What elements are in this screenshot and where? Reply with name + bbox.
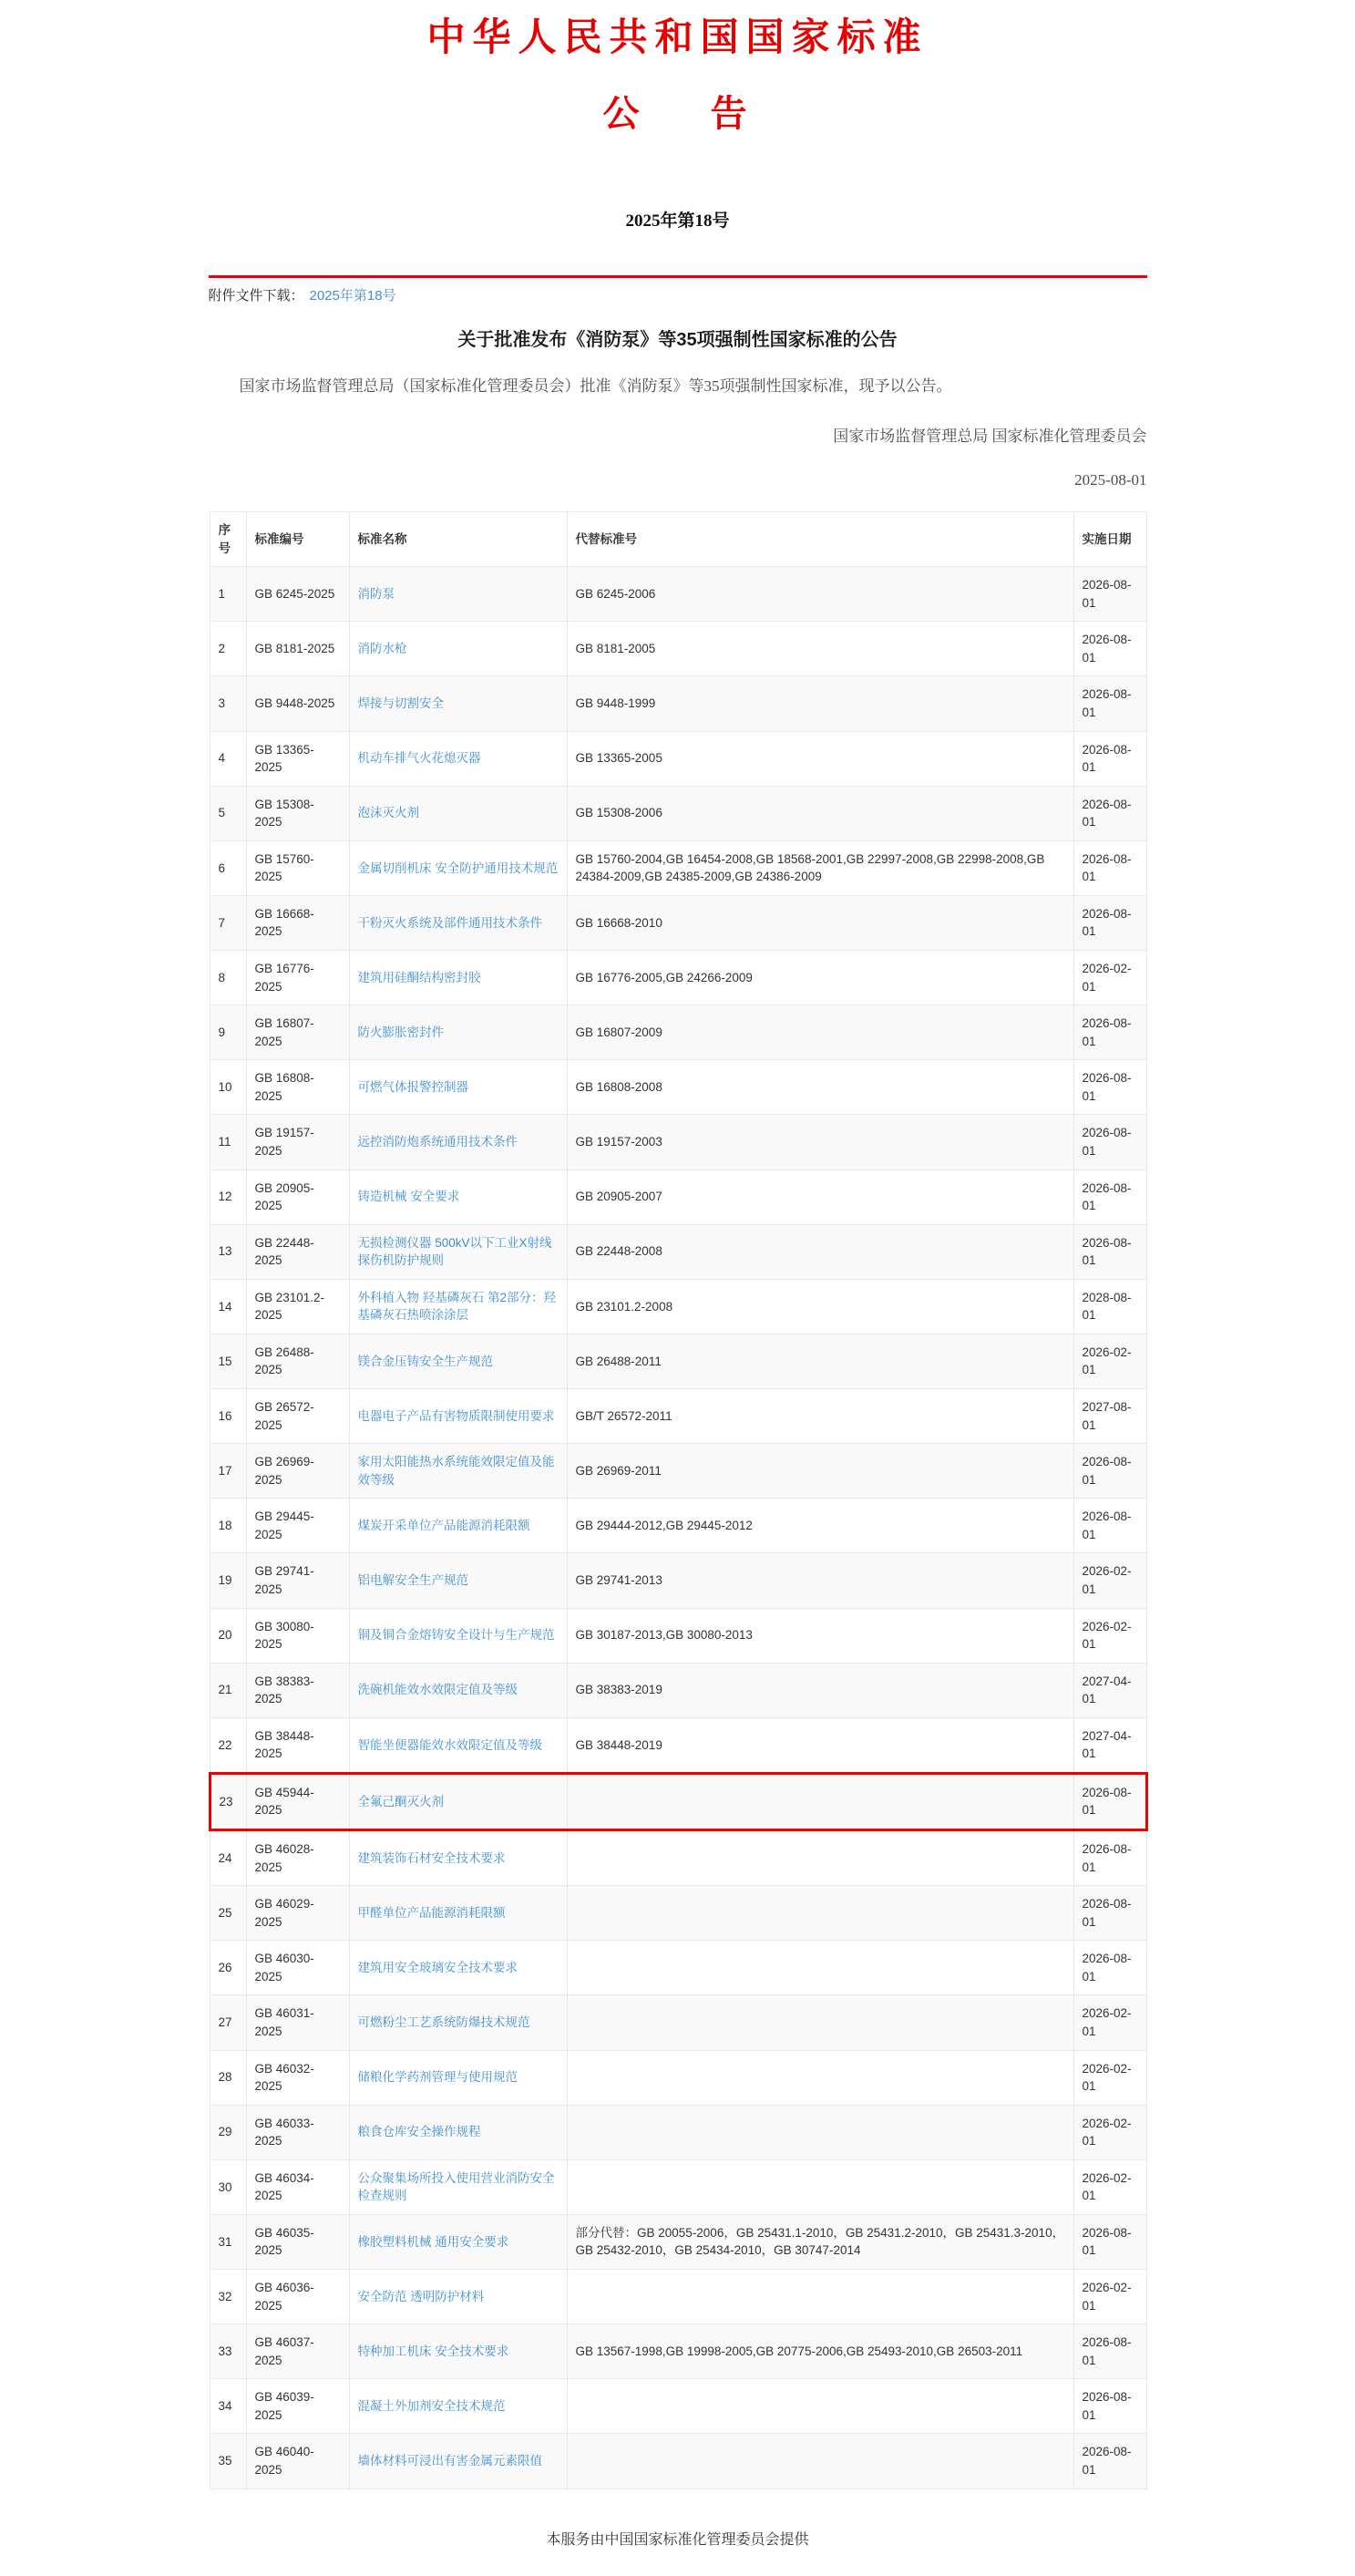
standard-name-cell — [349, 731, 567, 786]
standard-name-link[interactable]: 混凝土外加剂安全技术规范 — [357, 2399, 506, 2414]
implementation-date-cell: 2026-08-01 — [1073, 1830, 1146, 1886]
implementation-date-cell: 2026-02-01 — [1073, 1995, 1146, 2050]
implementation-date-cell: 2026-08-01 — [1073, 1060, 1146, 1115]
table-row — [210, 951, 1146, 1005]
standard-name-link[interactable]: 干粉灭火系统及部件通用技术条件 — [357, 915, 542, 930]
standard-name-cell — [349, 2105, 567, 2159]
standard-code-cell: GB 20905-2025 — [246, 1170, 349, 1224]
standard-name-cell — [349, 2270, 567, 2324]
implementation-date-cell: 2026-02-01 — [1073, 2270, 1146, 2324]
serial-cell: 21 — [210, 1663, 246, 1717]
standard-name-cell — [349, 1499, 567, 1553]
replaced-standards-cell — [567, 2434, 1073, 2488]
standard-name-cell — [349, 2050, 567, 2105]
replaced-standards-cell: GB 8181-2005 — [567, 622, 1073, 676]
implementation-date-cell: 2026-08-01 — [1073, 1886, 1146, 1941]
replaced-standards-cell: GB 38383-2019 — [567, 1663, 1073, 1717]
table-row — [210, 786, 1146, 840]
standard-name-link[interactable]: 甲醛单位产品能源消耗限额 — [357, 1905, 506, 1920]
replaced-standards-cell: GB 16808-2008 — [567, 1060, 1073, 1115]
standard-code-cell: GB 46029-2025 — [246, 1886, 349, 1941]
table-row — [210, 2270, 1146, 2324]
replaced-standards-cell: GB 9448-1999 — [567, 676, 1073, 731]
implementation-date-cell: 2026-08-01 — [1073, 1444, 1146, 1499]
replaced-standards-cell: 部分代替：GB 20055-2006，GB 25431.1-2010，GB 25431.2-2010，GB 25431.3-2010，GB 25432-2010，GB 25434-2010，GB 30747-2014 — [567, 2214, 1073, 2269]
standard-name-link[interactable]: 铝电解安全生产规范 — [357, 1573, 468, 1588]
standard-name-link[interactable]: 建筑用安全玻璃安全技术要求 — [357, 1961, 518, 1975]
standard-code-cell: GB 13365-2025 — [246, 731, 349, 786]
standard-code-cell: GB 45944-2025 — [246, 1773, 349, 1829]
replaced-standards-cell: GB 22448-2008 — [567, 1224, 1073, 1279]
standard-code-cell: GB 46039-2025 — [246, 2379, 349, 2434]
table-row — [210, 2434, 1146, 2488]
standard-name-cell — [349, 1334, 567, 1388]
replaced-standards-cell — [567, 1886, 1073, 1941]
implementation-date-cell: 2028-08-01 — [1073, 1279, 1146, 1334]
standard-name-cell — [349, 2214, 567, 2269]
serial-cell: 8 — [210, 951, 246, 1005]
implementation-date-cell: 2026-08-01 — [1073, 1170, 1146, 1224]
replaced-standards-cell — [567, 2270, 1073, 2324]
serial-cell: 7 — [210, 895, 246, 950]
table-row — [210, 731, 1146, 786]
standard-name-link[interactable]: 镁合金压铸安全生产规范 — [357, 1354, 493, 1368]
serial-cell: 34 — [210, 2379, 246, 2434]
column-header: 代替标准号 — [567, 512, 1073, 567]
standard-name-link[interactable]: 洗碗机能效水效限定值及等级 — [357, 1683, 518, 1697]
standard-name-cell — [349, 2159, 567, 2214]
serial-cell: 32 — [210, 2270, 246, 2324]
implementation-date-cell: 2027-04-01 — [1073, 1717, 1146, 1773]
table-row — [210, 1830, 1146, 1886]
replaced-standards-cell — [567, 1941, 1073, 1995]
standard-name-cell — [349, 622, 567, 676]
implementation-date-cell: 2026-08-01 — [1073, 1224, 1146, 1279]
standard-name-cell — [349, 1115, 567, 1170]
standard-code-cell: GB 16776-2025 — [246, 951, 349, 1005]
replaced-standards-cell — [567, 2105, 1073, 2159]
implementation-date-cell: 2026-08-01 — [1073, 676, 1146, 731]
table-row — [210, 1941, 1146, 1995]
implementation-date-cell: 2026-08-01 — [1073, 786, 1146, 840]
standard-code-cell: GB 16668-2025 — [246, 895, 349, 950]
replaced-standards-cell — [567, 1995, 1073, 2050]
implementation-date-cell: 2026-08-01 — [1073, 1005, 1146, 1060]
replaced-standards-cell: GB 16668-2010 — [567, 895, 1073, 950]
serial-cell: 17 — [210, 1444, 246, 1499]
implementation-date-cell: 2026-08-01 — [1073, 1115, 1146, 1170]
serial-cell: 15 — [210, 1334, 246, 1388]
serial-cell: 35 — [210, 2434, 246, 2488]
standard-name-cell — [349, 1553, 567, 1608]
serial-cell: 23 — [210, 1773, 246, 1829]
table-row — [210, 1115, 1146, 1170]
standard-code-cell: GB 46034-2025 — [246, 2159, 349, 2214]
implementation-date-cell: 2027-08-01 — [1073, 1389, 1146, 1444]
attachment-label: 附件文件下载： — [208, 287, 304, 304]
replaced-standards-cell — [567, 1773, 1073, 1829]
standard-code-cell: GB 30080-2025 — [246, 1608, 349, 1663]
table-row — [210, 1060, 1146, 1115]
column-header: 实施日期 — [1073, 512, 1146, 567]
standards-table-body — [210, 567, 1146, 2488]
table-row — [210, 1224, 1146, 1279]
standard-name-link[interactable]: 粮食仓库安全操作规程 — [357, 2125, 481, 2139]
standard-name-cell — [349, 1717, 567, 1773]
attachment-row — [209, 278, 1147, 310]
replaced-standards-cell: GB 30187-2013,GB 30080-2013 — [567, 1608, 1073, 1663]
serial-cell: 33 — [210, 2324, 246, 2379]
table-row — [210, 1170, 1146, 1224]
standard-name-cell — [349, 1279, 567, 1334]
table-row — [210, 2159, 1146, 2214]
serial-cell: 11 — [210, 1115, 246, 1170]
notice-title: 关于批准发布《消防泵》等35项强制性国家标准的公告 — [457, 329, 898, 350]
replaced-standards-cell: GB 16807-2009 — [567, 1005, 1073, 1060]
table-row — [210, 1995, 1146, 2050]
serial-cell: 4 — [210, 731, 246, 786]
serial-cell: 30 — [210, 2159, 246, 2214]
replaced-standards-cell: GB/T 26572-2011 — [567, 1389, 1073, 1444]
standards-table — [209, 511, 1148, 2489]
replaced-standards-cell: GB 38448-2019 — [567, 1717, 1073, 1773]
serial-cell: 2 — [210, 622, 246, 676]
standard-code-cell: GB 46033-2025 — [246, 2105, 349, 2159]
serial-cell: 26 — [210, 1941, 246, 1995]
standard-name-link[interactable]: 家用太阳能热水系统能效限定值及能效等级 — [357, 1455, 555, 1487]
replaced-standards-cell: GB 23101.2-2008 — [567, 1279, 1073, 1334]
standard-name-link[interactable]: 安全防范 透明防护材料 — [357, 2289, 485, 2303]
standard-name-link[interactable]: 泡沫灭火剂 — [357, 806, 419, 820]
table-row — [210, 1334, 1146, 1388]
implementation-date-cell: 2026-08-01 — [1073, 731, 1146, 786]
implementation-date-cell: 2026-08-01 — [1073, 1773, 1146, 1829]
serial-cell: 14 — [210, 1279, 246, 1334]
table-row — [210, 1389, 1146, 1444]
serial-cell: 29 — [210, 2105, 246, 2159]
issuing-agencies: 国家市场监督管理总局 国家标准化管理委员会 — [833, 428, 1147, 445]
replaced-standards-cell — [567, 2379, 1073, 2434]
standard-code-cell: GB 16808-2025 — [246, 1060, 349, 1115]
standard-code-cell: GB 23101.2-2025 — [246, 1279, 349, 1334]
standard-code-cell: GB 46031-2025 — [246, 1995, 349, 2050]
implementation-date-cell: 2027-04-01 — [1073, 1663, 1146, 1717]
standard-name-cell — [349, 1608, 567, 1663]
serial-cell: 24 — [210, 1830, 246, 1886]
implementation-date-cell: 2026-08-01 — [1073, 2434, 1146, 2488]
table-row — [210, 1663, 1146, 1717]
attachment-download-link[interactable]: 2025年第18号 — [309, 287, 396, 304]
standard-name-cell — [349, 951, 567, 1005]
replaced-standards-cell — [567, 2159, 1073, 2214]
implementation-date-cell: 2026-02-01 — [1073, 2159, 1146, 2214]
standard-name-cell — [349, 1663, 567, 1717]
table-row — [210, 2214, 1146, 2269]
standard-name-link[interactable]: 外科植入物 羟基磷灰石 第2部分：羟基磷灰石热喷涂涂层 — [357, 1290, 557, 1323]
replaced-standards-cell: GB 6245-2006 — [567, 567, 1073, 622]
standard-code-cell: GB 29445-2025 — [246, 1499, 349, 1553]
standard-name-link[interactable]: 无损检测仪器 500kV以下工业X射线探伤机防护规则 — [357, 1235, 552, 1268]
announcement-heading: 公 告 — [602, 92, 753, 134]
implementation-date-cell: 2026-08-01 — [1073, 2324, 1146, 2379]
replaced-standards-cell: GB 26969-2011 — [567, 1444, 1073, 1499]
serial-cell: 10 — [210, 1060, 246, 1115]
table-row — [210, 1773, 1146, 1829]
table-row — [210, 895, 1146, 950]
standard-name-link[interactable]: 铜及铜合金熔铸安全设计与生产规范 — [357, 1628, 555, 1643]
standard-name-cell — [349, 676, 567, 731]
standard-name-link[interactable]: 电器电子产品有害物质限制使用要求 — [357, 1408, 555, 1423]
replaced-standards-cell: GB 15760-2004,GB 16454-2008,GB 18568-2001,GB 22997-2008,GB 22998-2008,GB 24384-2009,GB 24385-2009,GB 24386-2009 — [567, 840, 1073, 895]
serial-cell: 12 — [210, 1170, 246, 1224]
serial-cell: 5 — [210, 786, 246, 840]
standard-code-cell: GB 38383-2025 — [246, 1663, 349, 1717]
replaced-standards-cell: GB 29444-2012,GB 29445-2012 — [567, 1499, 1073, 1553]
table-row — [210, 622, 1146, 676]
serial-cell: 19 — [210, 1553, 246, 1608]
replaced-standards-cell: GB 26488-2011 — [567, 1334, 1073, 1388]
standard-code-cell: GB 46040-2025 — [246, 2434, 349, 2488]
standard-name-link[interactable]: 煤炭开采单位产品能源消耗限额 — [357, 1519, 530, 1533]
implementation-date-cell: 2026-08-01 — [1073, 2379, 1146, 2434]
page-title: 中华人民共和国国家标准 — [426, 17, 929, 59]
standard-name-link[interactable]: 公众聚集场所投入使用营业消防安全检查规则 — [357, 2170, 555, 2203]
table-row — [210, 1717, 1146, 1773]
replaced-standards-cell: GB 15308-2006 — [567, 786, 1073, 840]
standard-name-cell — [349, 1830, 567, 1886]
standard-name-cell — [349, 1224, 567, 1279]
implementation-date-cell: 2026-08-01 — [1073, 567, 1146, 622]
standard-code-cell: GB 26969-2025 — [246, 1444, 349, 1499]
replaced-standards-cell: GB 16776-2005,GB 24266-2009 — [567, 951, 1073, 1005]
serial-cell: 9 — [210, 1005, 246, 1060]
serial-cell: 13 — [210, 1224, 246, 1279]
implementation-date-cell: 2026-02-01 — [1073, 2105, 1146, 2159]
implementation-date-cell: 2026-02-01 — [1073, 1334, 1146, 1388]
implementation-date-cell: 2026-02-01 — [1073, 1553, 1146, 1608]
standard-name-cell — [349, 1060, 567, 1115]
standard-name-cell — [349, 1886, 567, 1941]
standard-code-cell: GB 19157-2025 — [246, 1115, 349, 1170]
standard-name-link[interactable]: 铸造机械 安全要求 — [357, 1190, 460, 1204]
table-row — [210, 567, 1146, 622]
standard-name-link[interactable]: 机动车排气火花熄灭器 — [357, 751, 481, 766]
notice-body: 国家市场监督管理总局（国家标准化管理委员会）批准《消防泵》等35项强制性国家标准，现予以公告。 — [239, 376, 952, 395]
standard-code-cell: GB 46035-2025 — [246, 2214, 349, 2269]
replaced-standards-cell: GB 13365-2005 — [567, 731, 1073, 786]
table-row — [210, 2050, 1146, 2105]
serial-cell: 6 — [210, 840, 246, 895]
standard-name-link[interactable]: 可燃气体报警控制器 — [357, 1080, 468, 1095]
table-row — [210, 2105, 1146, 2159]
standard-code-cell: GB 38448-2025 — [246, 1717, 349, 1773]
standard-name-cell — [349, 1170, 567, 1224]
implementation-date-cell: 2026-08-01 — [1073, 1941, 1146, 1995]
serial-cell: 16 — [210, 1389, 246, 1444]
standard-code-cell: GB 15308-2025 — [246, 786, 349, 840]
table-row — [210, 1886, 1146, 1941]
replaced-standards-cell — [567, 1830, 1073, 1886]
footer-text: 本服务由中国国家标准化管理委员会提供 — [546, 2531, 809, 2548]
table-row — [210, 2324, 1146, 2379]
standard-name-link[interactable]: 建筑用硅酮结构密封胶 — [357, 970, 481, 984]
standard-code-cell: GB 46036-2025 — [246, 2270, 349, 2324]
implementation-date-cell: 2026-08-01 — [1073, 1499, 1146, 1553]
standard-code-cell: GB 22448-2025 — [246, 1224, 349, 1279]
standard-name-link[interactable]: 防火膨胀密封件 — [357, 1025, 444, 1039]
standard-name-link[interactable]: 远控消防炮系统通用技术条件 — [357, 1135, 518, 1149]
standard-code-cell: GB 6245-2025 — [246, 567, 349, 622]
column-header: 标准编号 — [246, 512, 349, 567]
standard-code-cell: GB 46037-2025 — [246, 2324, 349, 2379]
column-header: 标准名称 — [349, 512, 567, 567]
replaced-standards-cell: GB 13567-1998,GB 19998-2005,GB 20775-2006,GB 25493-2010,GB 26503-2011 — [567, 2324, 1073, 2379]
serial-cell: 1 — [210, 567, 246, 622]
serial-cell: 3 — [210, 676, 246, 731]
standard-name-link[interactable]: 储粮化学药剂管理与使用规范 — [357, 2070, 518, 2085]
replaced-standards-cell: GB 19157-2003 — [567, 1115, 1073, 1170]
replaced-standards-cell: GB 29741-2013 — [567, 1553, 1073, 1608]
table-row — [210, 676, 1146, 731]
table-row — [210, 840, 1146, 895]
table-row — [210, 2379, 1146, 2434]
standard-name-link[interactable]: 墙体材料可浸出有害金属元素限值 — [357, 2454, 542, 2468]
issue-number: 2025年第18号 — [625, 211, 730, 231]
standard-code-cell: GB 46028-2025 — [246, 1830, 349, 1886]
table-row — [210, 1444, 1146, 1499]
column-header: 序号 — [210, 512, 246, 567]
replaced-standards-cell — [567, 2050, 1073, 2105]
standard-name-cell — [349, 2434, 567, 2488]
standard-name-cell — [349, 1444, 567, 1499]
serial-cell: 20 — [210, 1608, 246, 1663]
standard-name-link[interactable]: 全氟己酮灭火剂 — [357, 1794, 444, 1808]
standard-code-cell: GB 46032-2025 — [246, 2050, 349, 2105]
standard-name-cell — [349, 840, 567, 895]
standard-code-cell: GB 26488-2025 — [246, 1334, 349, 1388]
table-row — [210, 1608, 1146, 1663]
serial-cell: 25 — [210, 1886, 246, 1941]
standard-name-cell — [349, 1389, 567, 1444]
table-row — [210, 1005, 1146, 1060]
standard-code-cell: GB 46030-2025 — [246, 1941, 349, 1995]
standard-name-cell — [349, 567, 567, 622]
serial-cell: 31 — [210, 2214, 246, 2269]
replaced-standards-cell: GB 20905-2007 — [567, 1170, 1073, 1224]
table-row — [210, 1499, 1146, 1553]
standard-name-link[interactable]: 金属切削机床 安全防护通用技术规范 — [357, 860, 559, 875]
implementation-date-cell: 2026-08-01 — [1073, 622, 1146, 676]
standard-code-cell: GB 8181-2025 — [246, 622, 349, 676]
standard-name-link[interactable]: 橡胶塑料机械 通用安全要求 — [357, 2234, 509, 2249]
serial-cell: 28 — [210, 2050, 246, 2105]
standard-name-cell — [349, 1773, 567, 1829]
standard-code-cell: GB 15760-2025 — [246, 840, 349, 895]
serial-cell: 27 — [210, 1995, 246, 2050]
issue-date: 2025-08-01 — [1074, 471, 1147, 489]
standard-name-cell — [349, 895, 567, 950]
standard-name-cell — [349, 1941, 567, 1995]
standard-name-link[interactable]: 特种加工机床 安全技术要求 — [357, 2344, 509, 2358]
standard-code-cell: GB 16807-2025 — [246, 1005, 349, 1060]
implementation-date-cell: 2026-02-01 — [1073, 951, 1146, 1005]
serial-cell: 18 — [210, 1499, 246, 1553]
standard-code-cell: GB 26572-2025 — [246, 1389, 349, 1444]
table-row — [210, 1279, 1146, 1334]
implementation-date-cell: 2026-08-01 — [1073, 840, 1146, 895]
standard-name-cell — [349, 1005, 567, 1060]
table-row — [210, 1553, 1146, 1608]
standard-name-cell — [349, 1995, 567, 2050]
implementation-date-cell: 2026-08-01 — [1073, 2214, 1146, 2269]
standard-name-link[interactable]: 焊接与切割安全 — [357, 696, 444, 711]
table-header-row — [210, 512, 1146, 567]
standard-name-cell — [349, 2324, 567, 2379]
standard-name-link[interactable]: 建筑装饰石材安全技术要求 — [357, 1850, 506, 1865]
implementation-date-cell: 2026-08-01 — [1073, 895, 1146, 950]
standard-code-cell: GB 29741-2025 — [246, 1553, 349, 1608]
standard-code-cell: GB 9448-2025 — [246, 676, 349, 731]
implementation-date-cell: 2026-02-01 — [1073, 2050, 1146, 2105]
standard-name-cell — [349, 2379, 567, 2434]
standard-name-link[interactable]: 消防泵 — [357, 586, 395, 601]
standard-name-link[interactable]: 智能坐便器能效水效限定值及等级 — [357, 1737, 542, 1752]
serial-cell: 22 — [210, 1717, 246, 1773]
standard-name-link[interactable]: 可燃粉尘工艺系统防爆技术规范 — [357, 2015, 530, 2030]
announcement-page — [209, 15, 1147, 2549]
standard-name-link[interactable]: 消防水枪 — [357, 642, 407, 656]
implementation-date-cell: 2026-02-01 — [1073, 1608, 1146, 1663]
standard-name-cell — [349, 786, 567, 840]
